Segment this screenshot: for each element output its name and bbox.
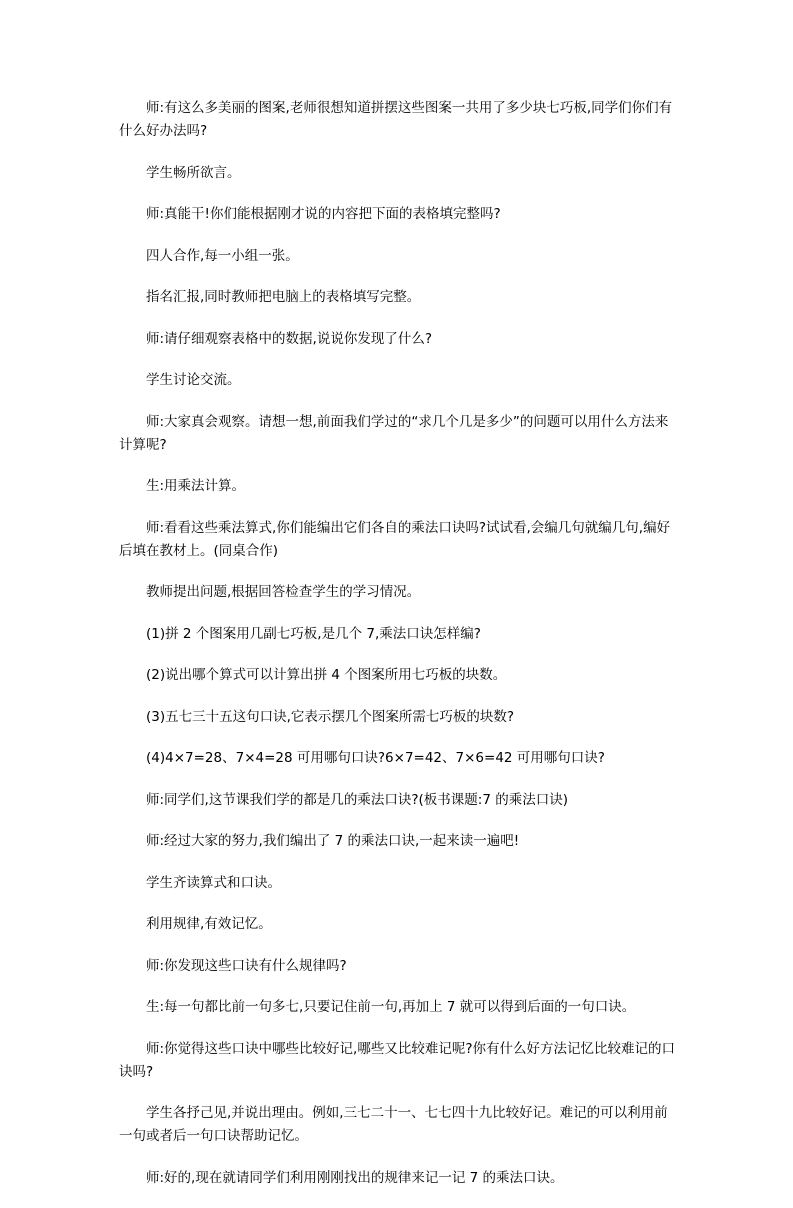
document-body: [119, 97, 675, 1208]
paragraph-students-read: 学生齐读算式和口诀。: [146, 874, 281, 891]
paragraph-group-work: 四人合作,每一小组一张。: [146, 247, 299, 264]
paragraph-student-answer-multiply: 生:用乘法计算。: [146, 478, 246, 494]
question-item-2: (2)说出哪个算式可以计算出拼 4 个图案所用七巧板的块数。: [146, 667, 507, 683]
paragraph-students-reasons: 学生各抒己见,并说出理由。例如,三七二十一、七七四十九比较好记。难记的可以利用前一句或者后一句口诀帮助记忆。: [119, 1105, 668, 1144]
paragraph-fill-table: 师:真能干!你们能根据刚才说的内容把下面的表格填完整吗?: [146, 206, 501, 222]
paragraph-report: 指名汇报,同时教师把电脑上的表格填写完整。: [146, 289, 421, 305]
paragraph-pattern-question: 师:你发现这些口诀有什么规律吗?: [146, 957, 347, 974]
question-item-1: (1)拼 2 个图案用几副七巧板,是几个 7,乘法口诀怎样编?: [146, 625, 481, 642]
question-item-4: (4)4×7=28、7×4=28 可用哪句口诀?6×7=42、7×6=42 可用哪句口诀?: [146, 750, 605, 766]
paragraph-easy-hard-question: 师:你觉得这些口诀中哪些比较好记,哪些又比较难记呢?你有什么好方法记忆比较难记的口诀吗?: [119, 1040, 676, 1080]
paragraph-compose-rhymes: 师:看看这些乘法算式,你们能编出它们各自的乘法口诀吗?试试看,会编几句就编几句,编好后填在教材上。(同桌合作): [119, 519, 671, 559]
question-item-3: (3)五七三十五这句口诀,它表示摆几个图案所需七巧板的块数?: [146, 708, 515, 725]
paragraph-students-speak: 学生畅所欲言。: [146, 164, 241, 181]
paragraph-teacher-question: 师:有这么多美丽的图案,老师很想知道拼摆这些图案一共用了多少块七巧板,同学们你们有什么好办法吗?: [119, 100, 673, 139]
paragraph-method-question: 师:大家真会观察。请想一想,前面我们学过的“求几个几是多少”的问题可以用什么方法来计算呢?: [119, 413, 669, 453]
paragraph-read-together: 师:经过大家的努力,我们编出了 7 的乘法口诀,一起来读一遍吧!: [146, 833, 520, 849]
paragraph-pattern-answer: 生:每一句都比前一句多七,只要记住前一句,再加上 7 就可以得到后面的一句口诀。: [146, 999, 636, 1015]
paragraph-lesson-title: 师:同学们,这节课我们学的都是几的乘法口诀?(板书课题:7 的乘法口诀): [146, 791, 568, 808]
paragraph-teacher-checks: 教师提出问题,根据回答检查学生的学习情况。: [146, 584, 421, 600]
paragraph-observe: 师:请仔细观察表格中的数据,说说你发现了什么?: [146, 330, 433, 347]
paragraph-discuss: 学生讨论交流。: [146, 372, 241, 388]
paragraph-memorize: 师:好的,现在就请同学们利用刚刚找出的规律来记一记 7 的乘法口诀。: [146, 1169, 564, 1186]
paragraph-use-pattern: 利用规律,有效记忆。: [146, 916, 272, 932]
